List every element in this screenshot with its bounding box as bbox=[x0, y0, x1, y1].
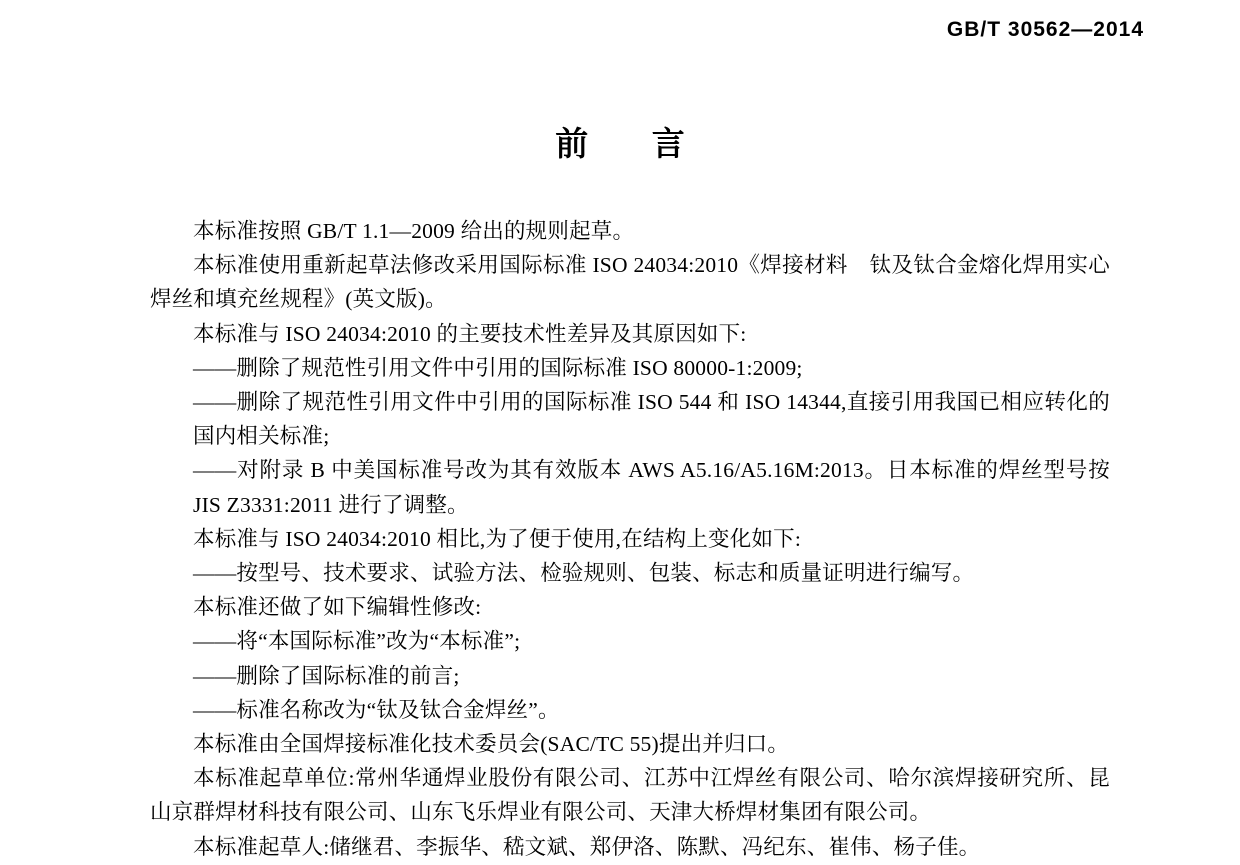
page-title: 前 言 bbox=[555, 124, 711, 163]
foreword-dash-item: ——删除了规范性引用文件中引用的国际标准 ISO 80000-1:2009; bbox=[193, 355, 803, 380]
foreword-dash-item: ——删除了规范性引用文件中引用的国际标准 ISO 544 和 ISO 14344,直接引用我国已相应转化的国内相关标准; bbox=[193, 390, 1110, 449]
foreword-paragraph: 本标准起草单位:常州华通焊业股份有限公司、江苏中江焊丝有限公司、哈尔滨焊接研究所、昆山京群焊材科技有限公司、山东飞乐焊业有限公司、天津大桥焊材集团有限公司。 bbox=[150, 766, 1110, 825]
foreword-paragraph: 本标准起草人:储继君、李振华、嵇文斌、郑伊洛、陈默、冯纪东、崔伟、杨子佳。 bbox=[193, 834, 981, 859]
foreword-paragraph: 本标准按照 GB/T 1.1—2009 给出的规则起草。 bbox=[193, 219, 635, 243]
foreword-paragraph: 本标准与 ISO 24034:2010 相比,为了便于使用,在结构上变化如下: bbox=[193, 526, 802, 551]
foreword-body bbox=[150, 214, 1110, 864]
foreword-dash-item: ——对附录 B 中美国标准号改为其有效版本 AWS A5.16/A5.16M:2013。日本标准的焊丝型号按 JIS Z3331:2011 进行了调整。 bbox=[193, 458, 1110, 517]
page-header-standard-number: GB/T 30562—2014 bbox=[946, 18, 1144, 41]
foreword-paragraph: 本标准使用重新起草法修改采用国际标准 ISO 24034:2010《焊接材料 钛及钛合金熔化焊用实心焊丝和填充丝规程》(英文版)。 bbox=[150, 253, 1110, 312]
foreword-dash-item: ——标准名称改为“钛及钛合金焊丝”。 bbox=[193, 697, 560, 722]
foreword-paragraph: 本标准由全国焊接标准化技术委员会(SAC/TC 55)提出并归口。 bbox=[193, 732, 790, 757]
foreword-dash-item: ——将“本国际标准”改为“本标准”; bbox=[193, 629, 521, 654]
foreword-dash-item: ——按型号、技术要求、试验方法、检验规则、包装、标志和质量证明进行编写。 bbox=[193, 561, 975, 586]
foreword-dash-item: ——删除了国际标准的前言; bbox=[193, 663, 460, 688]
foreword-paragraph: 本标准与 ISO 24034:2010 的主要技术性差异及其原因如下: bbox=[193, 321, 747, 346]
foreword-paragraph: 本标准还做了如下编辑性修改: bbox=[193, 595, 482, 620]
